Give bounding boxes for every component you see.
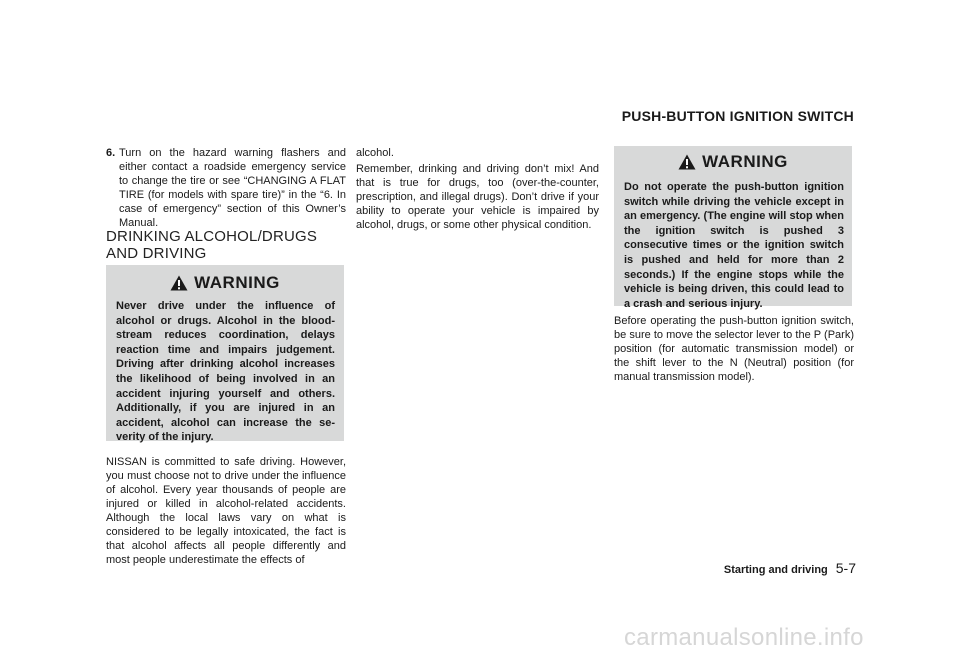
watermark: carmanualsonline.info bbox=[624, 624, 864, 651]
warning-triangle-icon bbox=[170, 275, 188, 296]
warning-text: Never drive under the influence of alcohol or drugs. Alcohol in the blood-stream reduces coordination, delays reaction time and impairs judgement. Driving after drinking alcohol increases the likelihood of being involved in an accident injuring yourself and others. Additionally, if you are injured in an accident, alcohol can increase the se-verity of the injury. bbox=[116, 300, 335, 444]
chapter-label: Starting and driving bbox=[723, 564, 828, 576]
warning-triangle-icon bbox=[678, 154, 696, 175]
body-paragraph-remember: Remember, drinking and driving don’t mix! And that is true for drugs, too (over-the-counter, prescription, and illegal drugs). Don’t drive if your ability to operate your vehicle is impaired by alcohol, drugs, or some other physical condition. bbox=[356, 163, 599, 231]
warning-text: Do not operate the push-button ignition switch while driving the vehicle except in an emergency. (The engine will stop when the ignition switch is pushed 3 consecutive times or the ignition switch is pushed and held for more than 2 seconds.) If the engine stops while the vehicle is being driven, this could lead to a crash and serious injury. bbox=[624, 181, 844, 310]
list-item-number: 6. bbox=[106, 147, 116, 159]
warning-header bbox=[106, 273, 344, 296]
body-paragraph-nissan: NISSAN is committed to safe driving. However, you must choose not to drive under the influence of alcohol. Every year thousands of people are injured or killed in alcohol-related accidents. Although the local laws vary on what is considered to be legally intoxicated, the fact is that alcohol affects all people differently and most people underestimate the effects of bbox=[106, 456, 346, 566]
list-item-text: Turn on the hazard warning flashers and either contact a roadside emergency service to change the tire or see “CHANGING A FLAT TIRE (for models with spare tire)” in the “6. In case of emergency” section of this Owner’s Manual. bbox=[119, 147, 346, 229]
list-item-6 bbox=[106, 146, 346, 230]
warning-label: WARNING bbox=[194, 273, 280, 292]
page-footer bbox=[640, 560, 856, 578]
section-heading-drinking: DRINKING ALCOHOL/DRUGS AND DRIVING bbox=[106, 228, 318, 262]
page-number: 5-7 bbox=[835, 560, 856, 576]
warning-box-ignition bbox=[614, 146, 852, 310]
warning-header bbox=[614, 152, 852, 175]
warning-box-alcohol bbox=[106, 265, 344, 444]
body-paragraph-alcohol: alcohol. bbox=[356, 147, 394, 159]
section-title: PUSH-BUTTON IGNITION SWITCH bbox=[621, 108, 854, 124]
body-paragraph-before-operating: Before operating the push-button ignition switch, be sure to move the selector lever to the P (Park) position (for automatic transmission model) or the shift lever to the N (Neutral) position (for manual transmission model). bbox=[614, 315, 854, 383]
warning-label: WARNING bbox=[702, 152, 788, 171]
